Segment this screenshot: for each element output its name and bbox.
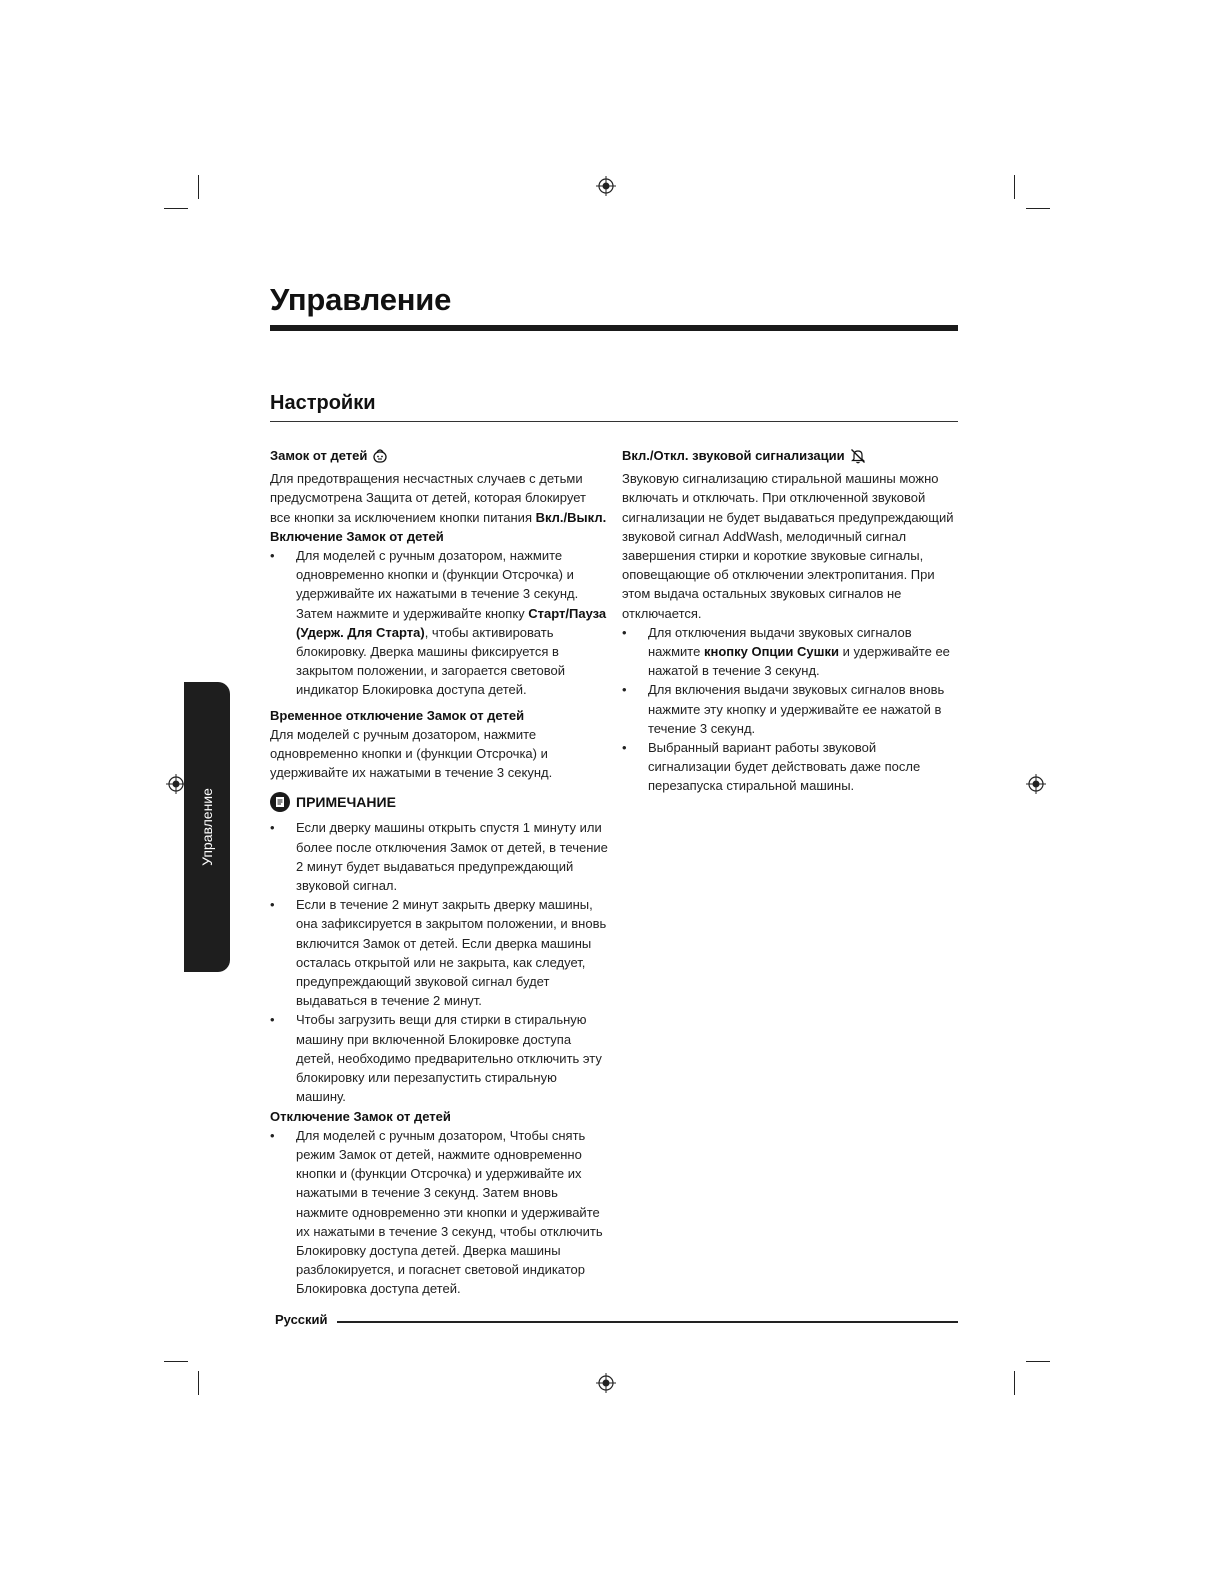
temp-disable-heading: Временное отключение Замок от детей bbox=[270, 707, 525, 723]
crop-mark bbox=[1014, 175, 1015, 199]
left-column bbox=[270, 446, 608, 1299]
bell-off-icon bbox=[850, 448, 866, 464]
crop-mark bbox=[198, 175, 199, 199]
right-column bbox=[622, 446, 958, 796]
crop-mark bbox=[164, 1361, 188, 1362]
section-divider bbox=[270, 421, 958, 422]
intro-text: Для предотвращения несчастных случаев с детьми предусмотрена Защита от детей, которая блокирует все кнопки за исключением кнопки питания bbox=[270, 471, 586, 525]
sound-heading-text: Вкл./Откл. звуковой сигнализации bbox=[622, 448, 845, 463]
section-title: Настройки bbox=[270, 392, 376, 414]
disable-list bbox=[270, 1126, 608, 1299]
side-tab-label: Управление bbox=[199, 788, 215, 866]
list-item: • Чтобы загрузить вещи для стирки в стиральную машину при включенной Блокировке доступа детей, необходимо предварительно отключить эту блокировку или перезапустить стиральную машину. bbox=[270, 1010, 608, 1106]
note-heading bbox=[270, 792, 608, 812]
list-item: • Если в течение 2 минут закрыть дверку машины, она зафиксируется в закрытом положении, и вновь включится Замок от детей. Если дверка машины осталась открытой или не закрыта, как следует, предупреждающий звуковой сигнал будет выдаваться в течение 2 минут. bbox=[270, 895, 608, 1010]
list-item bbox=[270, 546, 608, 700]
child-lock-heading-text: Замок от детей bbox=[270, 448, 368, 463]
title-divider bbox=[270, 325, 958, 331]
child-lock-heading bbox=[270, 446, 608, 465]
list-item: • Для моделей с ручным дозатором, Чтобы снять режим Замок от детей, нажмите одновременно кнопки и (функции Отсрочка) и удерживайте их нажатыми в течение 3 секунд. Затем вновь нажмите одновременно эти кнопки и удерживайте их нажатыми в течение 3 секунд, чтобы отключить Блокировку доступа детей. Дверка машины разблокируется, и погаснет световой индикатор Блокировка доступа детей. bbox=[270, 1126, 608, 1299]
disable-heading: Отключение Замок от детей bbox=[270, 1108, 451, 1124]
child-lock-intro bbox=[270, 469, 608, 527]
crop-mark bbox=[1014, 1371, 1015, 1395]
registration-mark-icon bbox=[166, 774, 186, 794]
start-pause-label: Старт/Пауза (Удерж. Для Старта) bbox=[296, 605, 607, 640]
list-item: • Если дверку машины открыть спустя 1 минуту или более после отключения Замок от детей, в течение 2 минут будет выдаваться предупреждающий звуковой сигнал. bbox=[270, 818, 608, 895]
crop-mark bbox=[1026, 1361, 1050, 1362]
child-lock-icon bbox=[372, 448, 388, 464]
list-item: • Для включения выдачи звуковых сигналов вновь нажмите эту кнопку и удерживайте ее нажатой в течение 3 секунд. bbox=[622, 680, 958, 738]
temp-disable-text: Для моделей с ручным дозатором, нажмите одновременно кнопки и (функции Отсрочка) и удерживайте их нажатыми в течение 3 секунд. bbox=[270, 726, 553, 781]
crop-mark bbox=[164, 208, 188, 209]
enable-item-text: Для моделей с ручным дозатором, нажмите одновременно кнопки и (функции Отсрочка) и удерживайте их нажатыми в течение 3 секунд. Затем нажмите и удерживайте кнопку bbox=[296, 548, 579, 621]
enable-heading: Включение Замок от детей bbox=[270, 528, 444, 544]
note-label: ПРИМЕЧАНИЕ bbox=[296, 793, 396, 810]
sound-heading bbox=[622, 446, 958, 465]
registration-mark-icon bbox=[1026, 774, 1046, 794]
page-title: Управление bbox=[270, 282, 452, 317]
note-list bbox=[270, 818, 608, 1106]
footer-language: Русский bbox=[275, 1312, 328, 1327]
power-button-label: Вкл./Выкл. bbox=[535, 509, 607, 525]
crop-mark bbox=[1026, 208, 1050, 209]
list-item bbox=[622, 623, 958, 681]
list-item: • Выбранный вариант работы звуковой сигнализации будет действовать даже после перезапуска стиральной машины. bbox=[622, 738, 958, 796]
registration-mark-icon bbox=[596, 176, 616, 196]
enable-list bbox=[270, 546, 608, 700]
sound-item-text: Для отключения выдачи звуковых сигналов нажмите bbox=[648, 624, 912, 660]
side-chapter-tab bbox=[184, 682, 230, 972]
sound-list bbox=[622, 623, 958, 796]
crop-mark bbox=[198, 1371, 199, 1395]
sound-item-tail: и удерживайте ее нажатой в течение 3 секунд. bbox=[648, 644, 950, 679]
footer-divider bbox=[337, 1321, 958, 1323]
dry-options-button-label: кнопку Опции Сушки bbox=[703, 644, 839, 660]
sound-intro: Звуковую сигнализацию стиральной машины можно включать и отключать. При отключенной звуковой сигнализации не будет выдаваться предупреждающий звуковой сигнал AddWash, мелодичный сигнал завершения стирки и короткие звуковые сигналы, оповещающие об отключении электропитания. При этом выдача остальных звуковых сигналов не отключается. bbox=[622, 471, 954, 621]
registration-mark-icon bbox=[596, 1373, 616, 1393]
note-icon bbox=[270, 792, 290, 812]
enable-item-tail: , чтобы активировать блокировку. Дверка машины фиксируется в закрытом положении, и загорается световой индикатор Блокировка доступа детей. bbox=[296, 624, 566, 698]
